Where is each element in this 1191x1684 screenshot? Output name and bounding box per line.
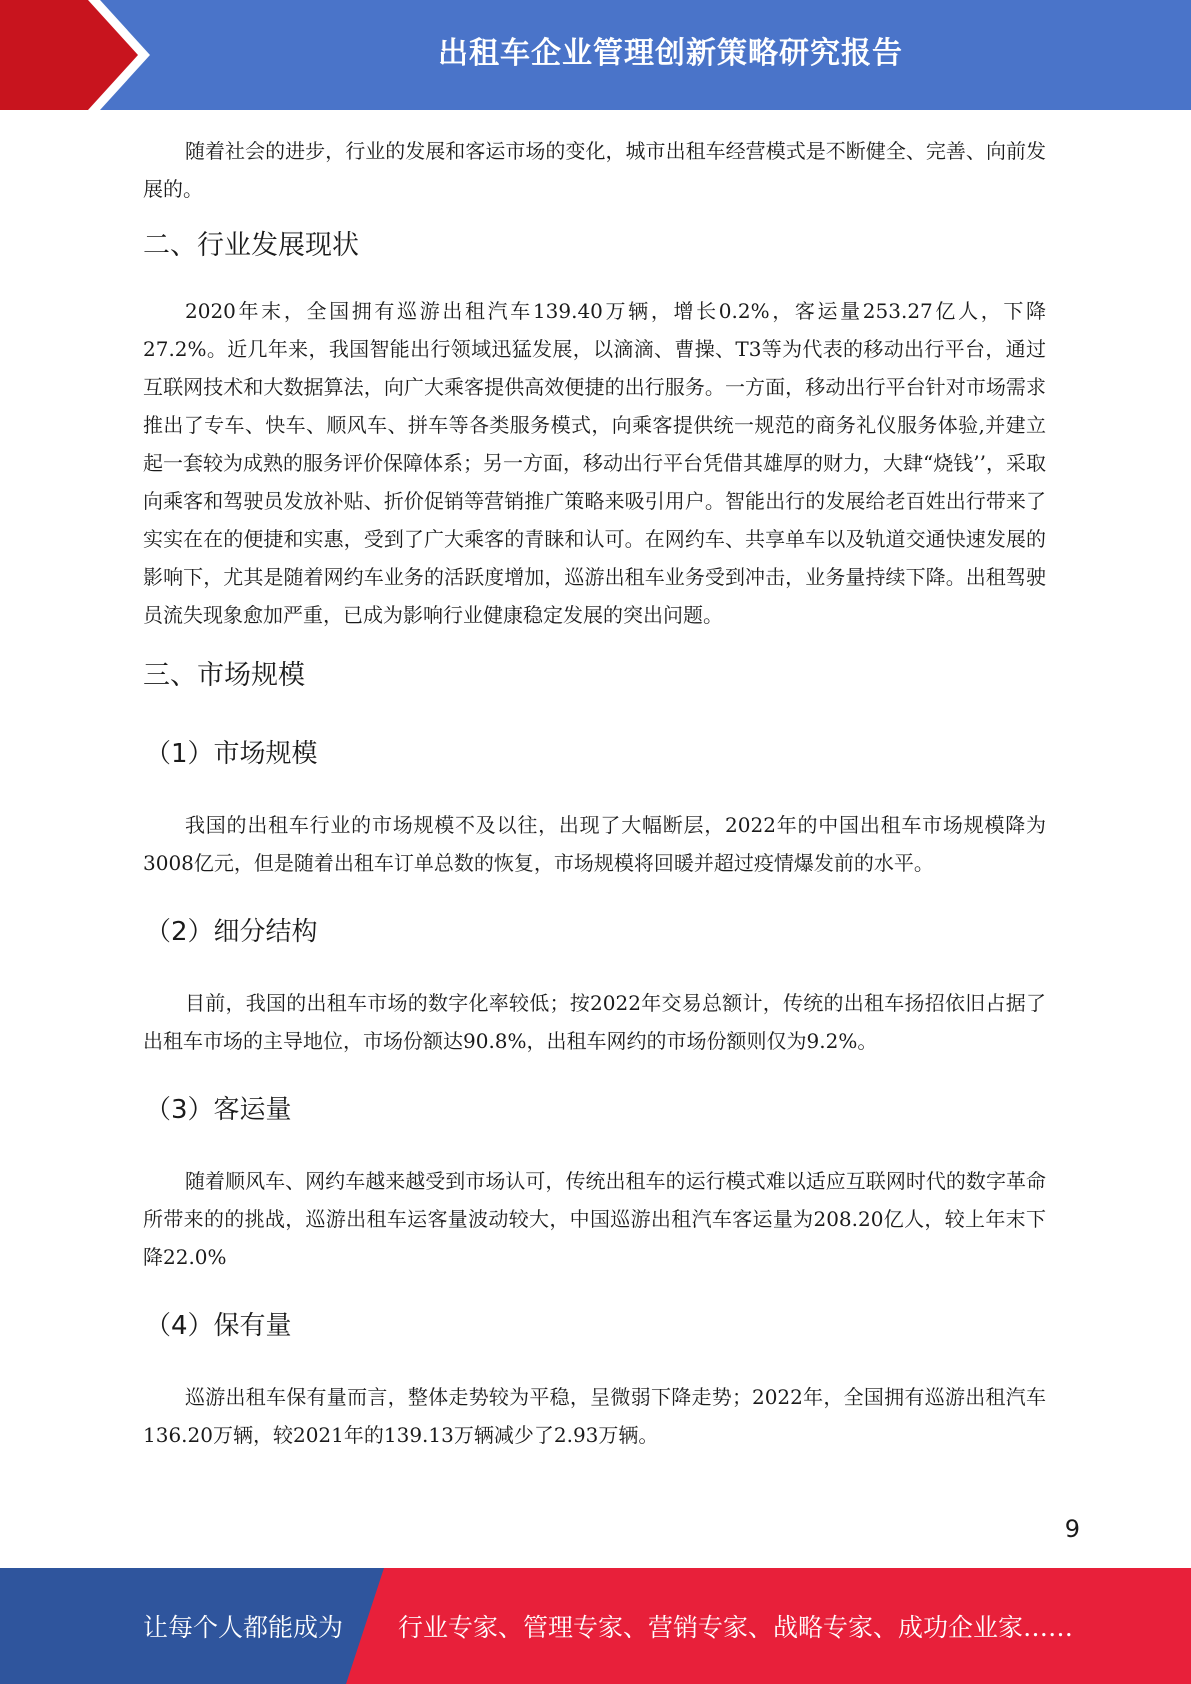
report-title: 出租车企业管理创新策略研究报告 <box>438 36 903 71</box>
section-heading: 三、市场规模 <box>143 660 305 691</box>
subsection-heading: （2）细分结构 <box>145 917 318 947</box>
body-paragraph: 巡游出租车保有量而言，整体走势较为平稳，呈微弱下降走势；2022年，全国拥有巡游出租汽车136.20万辆，较2021年的139.13万辆减少了2.93万辆。 <box>143 1385 1046 1447</box>
intro-paragraph: 随着社会的进步，行业的发展和客运市场的变化，城市出租车经营模式是不断健全、完善、向前发展的。 <box>143 139 1046 201</box>
footer-slogan-left: 让每个人都能成为 <box>143 1613 344 1642</box>
subsection-heading: （1）市场规模 <box>145 739 318 769</box>
page-number: 9 <box>1064 1515 1080 1543</box>
body-paragraph: 目前，我国的出租车市场的数字化率较低；按2022年交易总额计，传统的出租车扬招依旧占据了出租车市场的主导地位，市场份额达90.8%，出租车网约的市场份额则仅为9.2%。 <box>143 991 1046 1053</box>
body-paragraph: 2020年末，全国拥有巡游出租汽车139.40万辆，增长0.2%，客运量253.27亿人，下降27.2%。近几年来，我国智能出行领域迅猛发展，以滴滴、曹操、T3等为代表的移动出行平台，通过互联网技术和大数据算法，向广大乘客提供高效便捷的出行服务。一方面，移动出行平台针对市场需求推出了专车、快车、顺风车、拼车等各类服务模式，向乘客提供统一规范的商务礼仪服务体验,并建立起一套较为成熟的服务评价保障体系；另一方面，移动出行平台凭借其雄厚的财力，大肆“烧钱’’，采取向乘客和驾驶员发放补贴、折价促销等营销推广策略来吸引用户。智能出行的发展给老百姓出行带来了实实在在的便捷和实惠，受到了广大乘客的青睐和认可。在网约车、共享单车以及轨道交通快速发展的影响下，尤其是随着网约车业务的活跃度增加，巡游出租车业务受到冲击，业务量持续下降。出租驾驶员流失现象愈加严重，已成为影响行业健康稳定发展的突出问题。 <box>143 299 1046 627</box>
footer-slogan-right: 行业专家、管理专家、营销专家、战略专家、成功企业家…… <box>398 1613 1074 1642</box>
subsection-heading: （4）保有量 <box>145 1311 292 1341</box>
body-paragraph: 我国的出租车行业的市场规模不及以往，出现了大幅断层，2022年的中国出租车市场规模降为3008亿元，但是随着出租车订单总数的恢复，市场规模将回暖并超过疫情爆发前的水平。 <box>143 813 1046 875</box>
section-heading: 二、行业发展现状 <box>143 230 359 261</box>
body-paragraph: 随着顺风车、网约车越来越受到市场认可，传统出租车的运行模式难以适应互联网时代的数字革命所带来的的挑战，巡游出租车运客量波动较大，中国巡游出租汽车客运量为208.20亿人，较上年末下降22.0% <box>143 1169 1046 1269</box>
page-content <box>143 132 1046 1454</box>
page-header <box>0 0 1191 110</box>
subsection-heading: （3）客运量 <box>145 1095 292 1125</box>
page-footer <box>0 1568 1191 1684</box>
